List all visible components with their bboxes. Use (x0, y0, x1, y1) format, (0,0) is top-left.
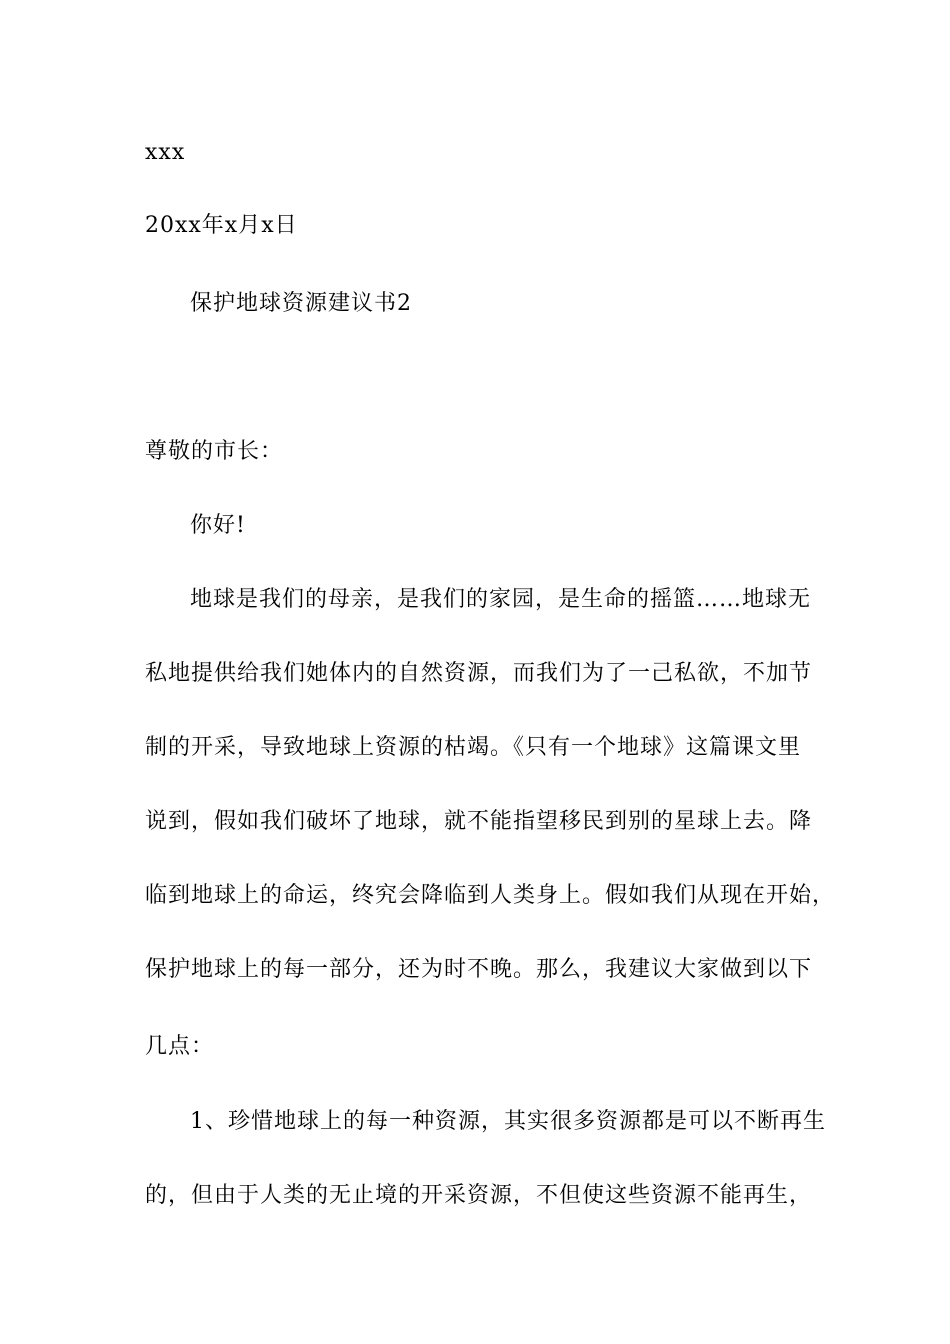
body-line: 说到，假如我们破坏了地球，就不能指望移民到别的星球上去。降 (145, 809, 813, 834)
salutation: 尊敬的市长： (145, 439, 284, 464)
body-line: 保护地球上的每一部分，还为时不晚。那么，我建议大家做到以下 (145, 957, 813, 982)
date: 20xx年x月x日 (145, 213, 298, 238)
body-line: 制的开采，导致地球上资源的枯竭。《只有一个地球》这篇课文里 (145, 735, 802, 760)
body-line: 地球是我们的母亲，是我们的家园，是生命的摇篮……地球无 (190, 587, 812, 612)
body-line: 私地提供给我们她体内的自然资源，而我们为了一己私欲，不加节 (145, 661, 813, 686)
body-line: 临到地球上的命运，终究会降临到人类身上。假如我们从现在开始， (145, 883, 836, 908)
document-title: 保护地球资源建议书2 (190, 291, 412, 316)
body-line: 几点： (145, 1034, 215, 1059)
greeting: 你好! (190, 513, 246, 538)
point-line: 1、珍惜地球上的每一种资源，其实很多资源都是可以不断再生 (190, 1109, 826, 1134)
point-line: 的，但由于人类的无止境的开采资源，不但使这些资源不能再生， (145, 1183, 813, 1208)
signature: xxx (145, 140, 186, 165)
